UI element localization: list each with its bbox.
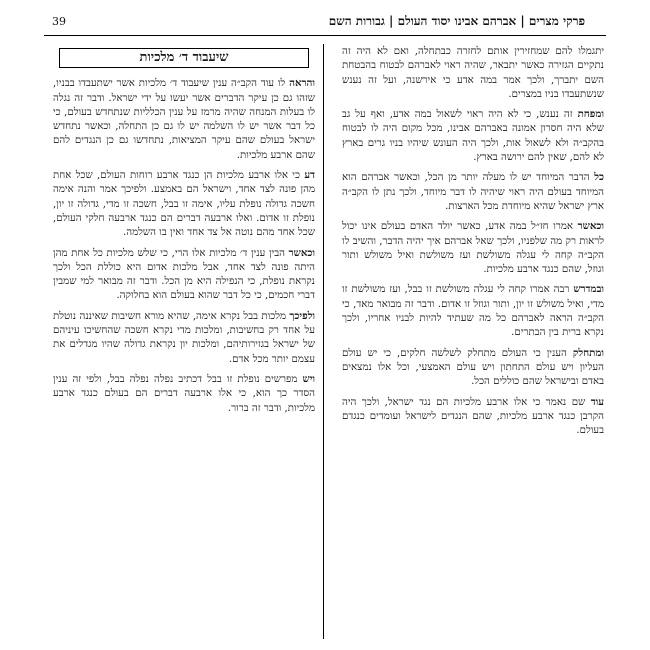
paragraph-text: לו עוד הקב״ה ענין שיעבוד ד׳ מלכיות אשר ישתעבדו בבניו, שזהו גם כן עיקר הדברים אשר יעשו על ידי ישראל. ודבר זה נגלה לו בעלות המנחה שהיה מרמז על ענין הכלליות שנתחדש בעולם, כי כל דבר אשר יש לו השלמה יש לו גם כן התחלה, וכאשר נתחדש ישראל בעולם שהם עיקר המציאות, נתחדשו גם כן הנגדים להם שהם ארבע מלכיות. — [53, 78, 315, 161]
paragraph-text: שם נאמר כי אלו ארבע מלכיות הם נגד ישראל, ולכך היה הקרבן כנגד ארבע מלכיות, שהם הנגדים לישראל ועומדים כנגדם בעולם. — [342, 396, 604, 437]
paragraph-text: הבין ענין ד׳ מלכיות אלו הרי, כי שלש מלכיות כל אחת מהן היתה פונה לצד אחד, אבל מלכות אדום היא כוללת הכל ולכך נקראת נופלת, כי הנפילה היא מן הכל. ודבר זה מבואר למי שמבין דברי חכמים, כי כל דבר שהוא בעולם הוא בחלוקה. — [53, 247, 315, 302]
paragraph-lead: וכאשר — [288, 246, 315, 259]
paragraph-text: אמרו חז״ל במה אדע, כאשר יולד האדם בעולם אינו יכול לראות רק מה שלפניו, ולכך שאל אברהם איך יהיה הדבר, והשיב לו הקב״ה קחה לי עגלה משולשת ועז משולשת ואיל משולש ותור וגוזל, שהם כנגד ארבע מלכיות. — [342, 221, 604, 276]
paragraph — [53, 372, 315, 416]
paragraph-lead: ויש — [302, 372, 315, 385]
paragraph — [342, 44, 604, 102]
paragraph-text: הדבר המיוחד יש לו מעלה יותר מן הכל, וכאשר אברהם הוא המיוחד בעולם היה ראוי שיהיה לו דבר מיוחד, ולכך נתן לו הקב״ה ארץ ישראל שהיא מיוחדת מכל הארצות. — [342, 172, 604, 212]
paragraph-text: כי אלו ארבע מלכיות הן כנגד ארבע רוחות העולם, שכל אחת מהן פונה לצד אחד, וישראל הם באמצע. ולפיכך אמר והנה אימה חשכה גדולה נופלת עליו, אימה זו בבל, חשכה זו מדי, גדולה זו יון, נופלת זו אדום. ואלו ארבעה דברים הם כנגד ארבעה חלקי העולם, שכל אחד מהם נוטה אל צד אחד ואין בו השלמה. — [53, 170, 315, 239]
paragraph-lead: דע — [304, 169, 315, 182]
paragraph-text: מפרשים נופלת זו בבל דכתיב נפלה נפלה בבל, ולפי זה ענין הסדר כך הוא, כי אלו ארבעה דברים הם בעולם כנגד ארבע מלכיות, ודבר זה ברור. — [53, 373, 315, 414]
paragraph — [342, 282, 604, 340]
paragraph-lead: עוד — [590, 395, 604, 408]
paragraph-lead: ולפיכך — [289, 309, 315, 322]
section-title: שיעבוד ד׳ מלכיות — [59, 48, 309, 68]
running-header-title: פרקי מצרים | אברהם אבינו יסוד העולם | גבורות השם — [328, 14, 585, 28]
paragraph-text: הענין כי העולם מתחלק לשלשה חלקים, כי יש עולם העליון ויש עולם התחתון ויש עולם האמצעי, וכל אלו נמצאים באדם ובישראל שהם כוללים הכל. — [342, 347, 604, 388]
column-divider — [323, 44, 324, 639]
paragraph-text: מלכות בבל נקרא אימה, שהיא מורא חשיבות שאיננה נוטלת על אחד רק בחשיבות, ומלכות מדי נקרא חשכה שהחשיכו עיניהם של ישראל בגזירותיהם, ומלכות יון נקראת גדולה שהיו מגדלים את עצמם יותר מכל אדם. — [53, 310, 315, 365]
paragraph-lead: וכאשר — [577, 220, 604, 233]
paragraph-lead: והראה — [289, 77, 315, 90]
paragraph — [53, 168, 315, 240]
right-column — [342, 44, 604, 639]
page-number: 39 — [52, 15, 66, 28]
header-rule — [44, 35, 606, 36]
paragraph — [342, 219, 604, 277]
paragraph — [342, 107, 604, 165]
paragraph-lead: כל — [594, 171, 604, 184]
paragraph — [342, 346, 604, 390]
paragraph — [53, 246, 315, 304]
paragraph-text: זה נענש, כי לא היה ראוי לשאול במה אדע, ואף על גב שלא היה חסרון אמונה באברהם אבינו, מכל מקום היה לו לבטוח בהקב״ה ולא לשאול אות, ולכך היה העונש שיהיו בניו גרים בארץ לא להם, שאין להם ירושה בארץ. — [342, 109, 604, 164]
paragraph-text: רבה אמרו קחה לי עגלה משולשת זו בבל, ועז משולשת זו מדי, ואיל משולש זו יון, ותור וגוזל זו אדום. ודבר זה מבואר מאד, כי הקב״ה הראה לאברהם כל מה שעתיד להיות לבניו אחריו, ולכך נקרא ברית בין הבתרים. — [342, 284, 604, 339]
paragraph — [342, 395, 604, 439]
paragraph — [53, 309, 315, 367]
left-column — [53, 44, 315, 639]
paragraph — [53, 76, 315, 163]
paragraph-text: יתגמלו להם שמחזירין אותם לחזרה כבתחלה, ואם לא היה זה נתקיים הגזירה כאשר יתבאר, שהיה ראוי לאברהם לבטוח בהבטחת השם יתברך, ולכך אמר במה אדע כי אירשנה, ועל זה נענש שנשתעבדו בניו במצרים. — [342, 46, 604, 100]
paragraph-lead: ובמדרש — [573, 283, 604, 296]
paragraph-lead: ומתחלק — [572, 346, 604, 359]
paragraph-lead: ומפחת — [577, 108, 604, 121]
paragraph — [342, 170, 604, 214]
